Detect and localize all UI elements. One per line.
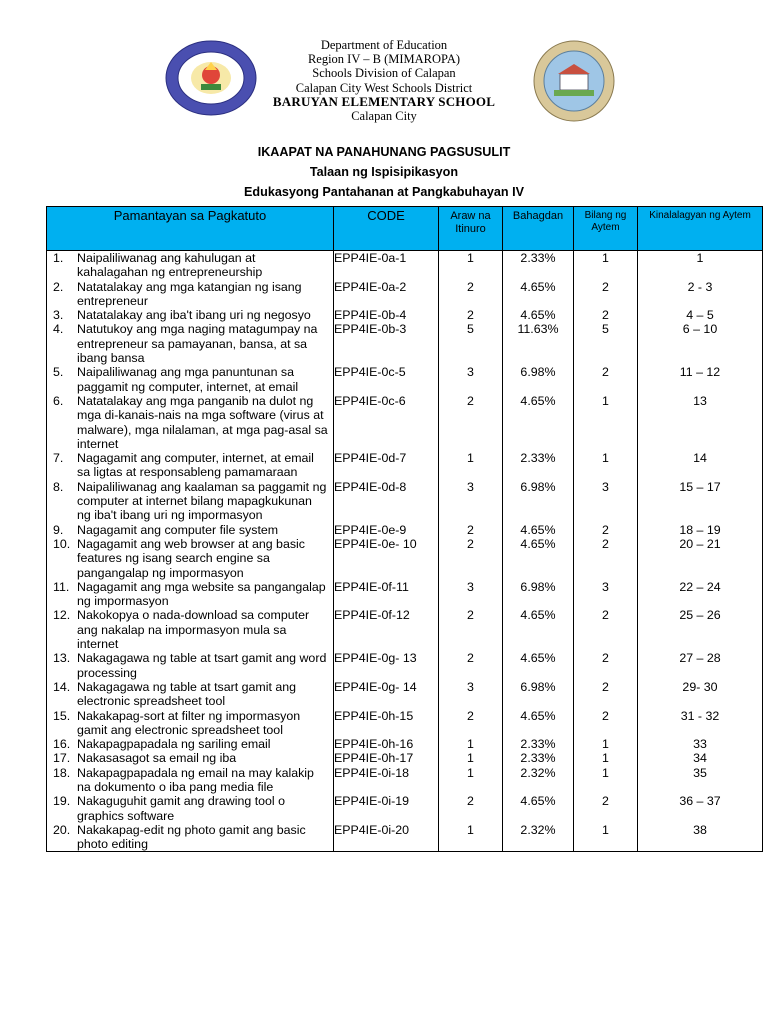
percent-cell: 2.32%	[503, 823, 574, 852]
days-cell: 1	[439, 737, 503, 751]
row-number: 5.	[53, 365, 64, 380]
days-cell: 2	[439, 709, 503, 738]
row-number: 19.	[53, 794, 71, 809]
percent-cell: 4.65%	[503, 308, 574, 322]
placement-cell: 4 – 5	[638, 308, 763, 322]
items-cell: 2	[574, 794, 638, 823]
table-row	[47, 280, 763, 309]
percent-cell: 2.33%	[503, 751, 574, 765]
days-cell: 3	[439, 365, 503, 394]
competency-cell	[47, 794, 334, 823]
percent-cell: 6.98%	[503, 580, 574, 609]
competency-text: Nagagamit ang computer, internet, at email sa ligtas at responsableng pamamaraan	[77, 451, 314, 480]
competency-cell	[47, 394, 334, 451]
competency-text: Nagagamit ang computer file system	[77, 522, 279, 537]
table-row	[47, 651, 763, 680]
row-number: 15.	[53, 708, 71, 723]
placement-cell: 15 – 17	[638, 480, 763, 523]
items-cell: 2	[574, 280, 638, 309]
percent-cell: 2.33%	[503, 251, 574, 280]
days-cell: 3	[439, 680, 503, 709]
placement-cell: 31 - 32	[638, 709, 763, 738]
code-cell: EPP4IE-0d-8	[334, 480, 439, 523]
row-number: 10.	[53, 536, 71, 551]
percent-cell: 4.65%	[503, 537, 574, 580]
letterhead-line: Schools Division of Calapan	[312, 66, 456, 81]
table-row	[47, 766, 763, 795]
competency-text: Nakapagpapadala ng sariling email	[77, 737, 271, 752]
code-cell: EPP4IE-0c-6	[334, 394, 439, 451]
competency-cell	[47, 751, 334, 765]
days-cell: 2	[439, 794, 503, 823]
days-cell: 3	[439, 480, 503, 523]
items-cell: 1	[574, 394, 638, 451]
row-number: 9.	[53, 522, 64, 537]
row-number: 7.	[53, 451, 64, 466]
competency-cell	[47, 680, 334, 709]
placement-cell: 34	[638, 751, 763, 765]
competency-cell	[47, 608, 334, 651]
placement-cell: 33	[638, 737, 763, 751]
competency-text: Nakapagpapadala ng email na may kalakip na dokumento o iba pang media file	[77, 765, 314, 794]
code-cell: EPP4IE-0b-4	[334, 308, 439, 322]
table-row	[47, 580, 763, 609]
competency-text: Nakokopya o nada-download sa computer ang nakalap na impormasyon mula sa internet	[77, 608, 310, 652]
days-cell: 2	[439, 537, 503, 580]
competency-cell	[47, 651, 334, 680]
code-cell: EPP4IE-0a-2	[334, 280, 439, 309]
placement-cell: 27 – 28	[638, 651, 763, 680]
table-row	[47, 709, 763, 738]
competency-cell	[47, 365, 334, 394]
header-placement: Kinalalagyan ng Aytem	[638, 207, 763, 251]
items-cell: 1	[574, 766, 638, 795]
header-items: Bilang ng Aytem	[574, 207, 638, 251]
competency-text: Nakagagawa ng table at tsart gamit ang word processing	[77, 651, 327, 680]
competency-text: Nagagamit ang mga website sa pangangalap ng impormasyon	[77, 579, 326, 609]
city-name: Calapan City	[351, 109, 417, 124]
table-row	[47, 680, 763, 709]
competency-cell	[47, 537, 334, 580]
percent-cell: 4.65%	[503, 651, 574, 680]
table-row	[47, 365, 763, 394]
table-row	[47, 823, 763, 852]
letterhead	[0, 38, 768, 123]
table-row	[47, 480, 763, 523]
items-cell: 2	[574, 709, 638, 738]
table-row	[47, 451, 763, 480]
row-number: 4.	[53, 322, 64, 337]
row-number: 20.	[53, 822, 71, 837]
competency-cell	[47, 823, 334, 852]
school-name: BARUYAN ELEMENTARY SCHOOL	[272, 93, 496, 109]
percent-cell: 4.65%	[503, 394, 574, 451]
placement-cell: 14	[638, 451, 763, 480]
code-cell: EPP4IE-0h-16	[334, 737, 439, 751]
competency-text: Naipaliliwanag ang kahulugan at kahalagahan ng entrepreneurship	[77, 251, 263, 280]
competency-cell	[47, 451, 334, 480]
code-cell: EPP4IE-0b-3	[334, 322, 439, 365]
percent-cell: 6.98%	[503, 480, 574, 523]
competency-text: Nakakapag-sort at filter ng impormasyon gamit ang electronic spreadsheet tool	[77, 708, 301, 737]
row-number: 16.	[53, 737, 71, 752]
table-row	[47, 308, 763, 322]
code-cell: EPP4IE-0a-1	[334, 251, 439, 280]
exam-title: IKAAPAT NA PANAHUNANG PAGSUSULIT	[257, 145, 511, 159]
subject-title: Edukasyong Pantahanan at Pangkabuhayan IV	[244, 185, 524, 199]
table-row	[47, 322, 763, 365]
letterhead-line: Region IV – B (MIMAROPA)	[307, 52, 461, 67]
row-number: 6.	[53, 393, 64, 408]
days-cell: 1	[439, 451, 503, 480]
competency-text: Nakasasagot sa email ng iba	[77, 751, 237, 766]
header-percent: Bahagdan	[503, 207, 574, 251]
code-cell: EPP4IE-0f-11	[334, 580, 439, 609]
percent-cell: 2.32%	[503, 766, 574, 795]
row-number: 11.	[53, 579, 70, 594]
items-cell: 2	[574, 365, 638, 394]
competency-text: Naipaliliwanag ang kaalaman sa paggamit ng computer at internet bilang mapagkukunan ng iba't ibang uri ng impormasyon	[77, 479, 327, 523]
row-number: 12.	[53, 608, 71, 623]
row-number: 17.	[53, 751, 71, 766]
competency-text: Naipaliliwanag ang mga panuntunan sa paggamit ng computer, internet, at email	[77, 365, 299, 394]
items-cell: 3	[574, 580, 638, 609]
document-titles	[0, 142, 768, 202]
percent-cell: 11.63%	[503, 322, 574, 365]
placement-cell: 6 – 10	[638, 322, 763, 365]
percent-cell: 4.65%	[503, 709, 574, 738]
placement-cell: 25 – 26	[638, 608, 763, 651]
competency-text: Nakagagawa ng table at tsart gamit ang electronic spreadsheet tool	[77, 679, 297, 709]
table-row	[47, 523, 763, 537]
items-cell: 1	[574, 251, 638, 280]
placement-cell: 1	[638, 251, 763, 280]
placement-cell: 2 - 3	[638, 280, 763, 309]
competency-cell	[47, 709, 334, 738]
competency-text: Nakakapag-edit ng photo gamit ang basic photo editing	[77, 822, 306, 852]
table-row	[47, 537, 763, 580]
header-days: Araw na Itinuro	[439, 207, 503, 251]
percent-cell: 4.65%	[503, 794, 574, 823]
days-cell: 2	[439, 394, 503, 451]
competency-cell	[47, 766, 334, 795]
items-cell: 2	[574, 680, 638, 709]
percent-cell: 6.98%	[503, 680, 574, 709]
items-cell: 1	[574, 823, 638, 852]
competency-cell	[47, 580, 334, 609]
items-cell: 2	[574, 523, 638, 537]
days-cell: 2	[439, 523, 503, 537]
days-cell: 3	[439, 580, 503, 609]
competency-cell	[47, 480, 334, 523]
competency-text: Nakaguguhit gamit ang drawing tool o graphics software	[77, 794, 286, 823]
placement-cell: 36 – 37	[638, 794, 763, 823]
placement-cell: 11 – 12	[638, 365, 763, 394]
code-cell: EPP4IE-0g- 14	[334, 680, 439, 709]
placement-cell: 29- 30	[638, 680, 763, 709]
placement-cell: 38	[638, 823, 763, 852]
items-cell: 1	[574, 751, 638, 765]
days-cell: 5	[439, 322, 503, 365]
table-row	[47, 737, 763, 751]
row-number: 8.	[53, 479, 64, 494]
placement-cell: 22 – 24	[638, 580, 763, 609]
placement-cell: 35	[638, 766, 763, 795]
days-cell: 2	[439, 280, 503, 309]
percent-cell: 4.65%	[503, 280, 574, 309]
row-number: 3.	[53, 308, 64, 323]
table-title: Talaan ng Ispisipikasyon	[309, 165, 459, 179]
code-cell: EPP4IE-0f-12	[334, 608, 439, 651]
competency-text: Natatalakay ang iba't ibang uri ng negosyo	[77, 308, 311, 323]
items-cell: 5	[574, 322, 638, 365]
items-cell: 1	[574, 451, 638, 480]
code-cell: EPP4IE-0h-15	[334, 709, 439, 738]
code-cell: EPP4IE-0h-17	[334, 751, 439, 765]
letterhead-line: Department of Education	[320, 38, 448, 52]
competency-cell	[47, 251, 334, 280]
code-cell: EPP4IE-0d-7	[334, 451, 439, 480]
days-cell: 1	[439, 251, 503, 280]
competency-cell	[47, 523, 334, 537]
placement-cell: 18 – 19	[638, 523, 763, 537]
percent-cell: 4.65%	[503, 608, 574, 651]
competency-text: Natatalakay ang mga katangian ng isang entrepreneur	[77, 279, 302, 308]
specification-table	[46, 206, 763, 852]
row-number: 1.	[53, 251, 64, 265]
row-number: 13.	[53, 651, 71, 666]
placement-cell: 20 – 21	[638, 537, 763, 580]
row-number: 14.	[53, 679, 71, 694]
competency-cell	[47, 308, 334, 322]
code-cell: EPP4IE-0i-20	[334, 823, 439, 852]
competency-text: Nagagamit ang web browser at ang basic features ng isang search engine sa pangangalap ng impormasyon	[77, 536, 305, 580]
table-row	[47, 751, 763, 765]
items-cell: 2	[574, 608, 638, 651]
percent-cell: 6.98%	[503, 365, 574, 394]
items-cell: 2	[574, 651, 638, 680]
items-cell: 1	[574, 737, 638, 751]
items-cell: 2	[574, 308, 638, 322]
code-cell: EPP4IE-0e-9	[334, 523, 439, 537]
competency-cell	[47, 737, 334, 751]
competency-cell	[47, 322, 334, 365]
code-cell: EPP4IE-0i-18	[334, 766, 439, 795]
competency-text: Natutukoy ang mga naging matagumpay na entrepreneur sa pamayanan, bansa, at sa ibang bansa	[77, 322, 318, 366]
table-row	[47, 251, 763, 280]
code-cell: EPP4IE-0i-19	[334, 794, 439, 823]
days-cell: 2	[439, 608, 503, 651]
days-cell: 2	[439, 308, 503, 322]
percent-cell: 2.33%	[503, 451, 574, 480]
items-cell: 3	[574, 480, 638, 523]
placement-cell: 13	[638, 394, 763, 451]
table-row	[47, 794, 763, 823]
row-number: 18.	[53, 765, 71, 780]
percent-cell: 4.65%	[503, 523, 574, 537]
code-cell: EPP4IE-0c-5	[334, 365, 439, 394]
days-cell: 1	[439, 766, 503, 795]
percent-cell: 2.33%	[503, 737, 574, 751]
table-row	[47, 394, 763, 451]
table-row	[47, 608, 763, 651]
days-cell: 1	[439, 751, 503, 765]
competency-text: Natatalakay ang mga panganib na dulot ng mga di-kanais-nais na mga software (virus at malware), mga nilalaman, at mga pag-asal sa internet	[77, 393, 328, 451]
header-code: CODE	[334, 207, 439, 251]
letterhead-line: Calapan City West Schools District	[295, 80, 473, 95]
days-cell: 2	[439, 651, 503, 680]
items-cell: 2	[574, 537, 638, 580]
code-cell: EPP4IE-0g- 13	[334, 651, 439, 680]
days-cell: 1	[439, 823, 503, 852]
row-number: 2.	[53, 279, 64, 294]
code-cell: EPP4IE-0e- 10	[334, 537, 439, 580]
competency-cell	[47, 280, 334, 309]
header-competency: Pamantayan sa Pagkatuto	[47, 207, 334, 251]
